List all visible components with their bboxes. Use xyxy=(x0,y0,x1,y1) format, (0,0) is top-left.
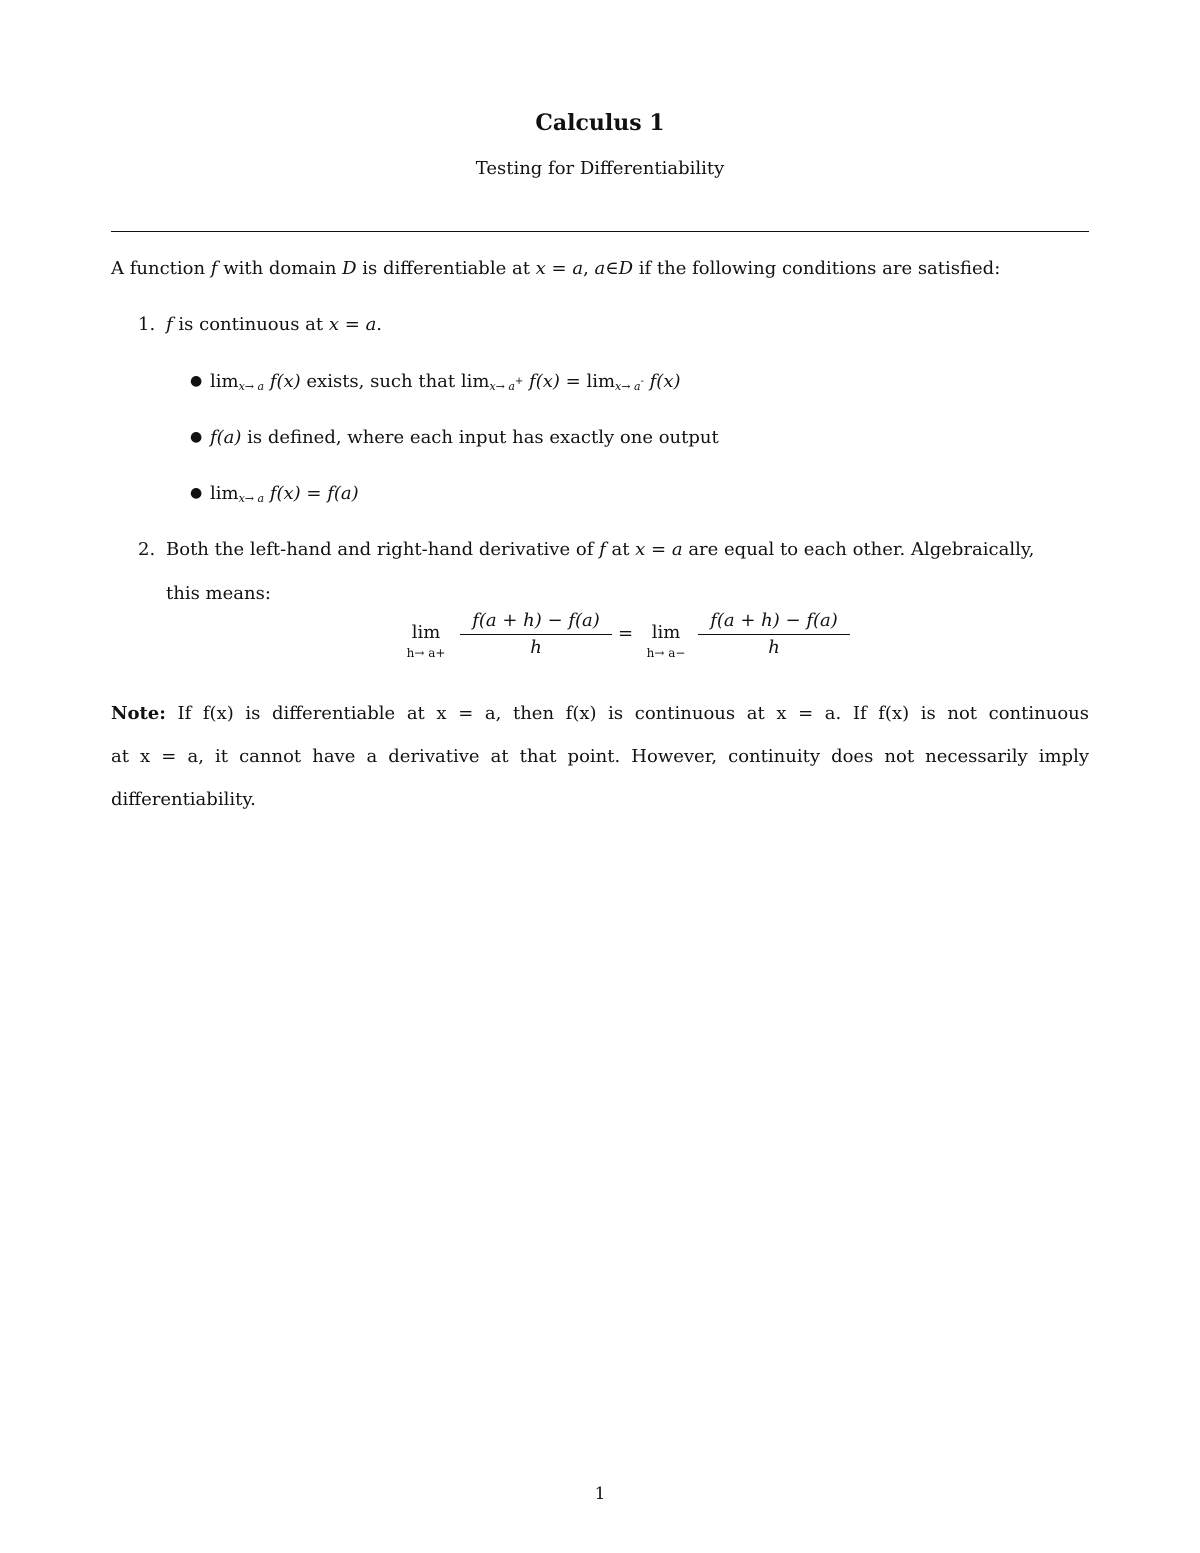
intro-paragraph: A function f with domain D is differentiable at x = a, a∈D if the following conditions are satisfied: xyxy=(111,258,1001,279)
note-label: Note: xyxy=(111,703,166,724)
page-number: 1 xyxy=(594,1484,606,1504)
fraction-left: $\frac{f(a + h) - f(a)}{h}$ xyxy=(460,608,612,661)
bullet-item-limit-equals: ● $\lim_{x\to a} f(x) = f(a)$ xyxy=(190,483,359,505)
list-item-1: 1. f is continuous at x = a. xyxy=(138,314,383,335)
bullet-icon: ● xyxy=(190,429,203,445)
limit-right: lim h→ a− xyxy=(646,622,686,660)
horizontal-rule xyxy=(111,231,1089,232)
bullet-item-defined: ● f(a) is defined, where each input has exactly one output xyxy=(190,427,719,448)
bullet-icon: ● xyxy=(190,485,203,501)
equals-sign: = xyxy=(618,623,634,644)
bullet-item-limit-exists: ● $\lim_{x\to a} f(x)$ exists, such that $\lim_{x\to a^+} f(x) = \lim_{x\to a^-} f(x)$ xyxy=(190,371,681,393)
document-title: Calculus 1 xyxy=(535,110,665,136)
list-number: 2. xyxy=(138,539,156,560)
list-item-2: 2. Both the left-hand and right-hand derivative of f at x = a are equal to each other. Algebraically, xyxy=(138,539,1035,560)
fraction-right: $\frac{f(a + h) - f(a)}{h}$ xyxy=(698,608,850,661)
list-number: 1. xyxy=(138,314,156,335)
list-item-2-continuation: this means: xyxy=(166,583,271,604)
derivative-equation xyxy=(396,608,856,668)
bullet-icon: ● xyxy=(190,373,203,389)
limit-left: lim h→ a+ xyxy=(406,622,446,660)
note-line-2: at x = a, it cannot have a derivative at that point. However, continuity does not necessarily imply xyxy=(111,746,1089,767)
note-line-3: differentiability. xyxy=(111,789,256,810)
document-subtitle: Testing for Differentiability xyxy=(475,158,725,179)
note-line-1: Note: If f(x) is differentiable at x = a, then f(x) is continuous at x = a. If f(x) is not continuous xyxy=(111,703,1089,724)
